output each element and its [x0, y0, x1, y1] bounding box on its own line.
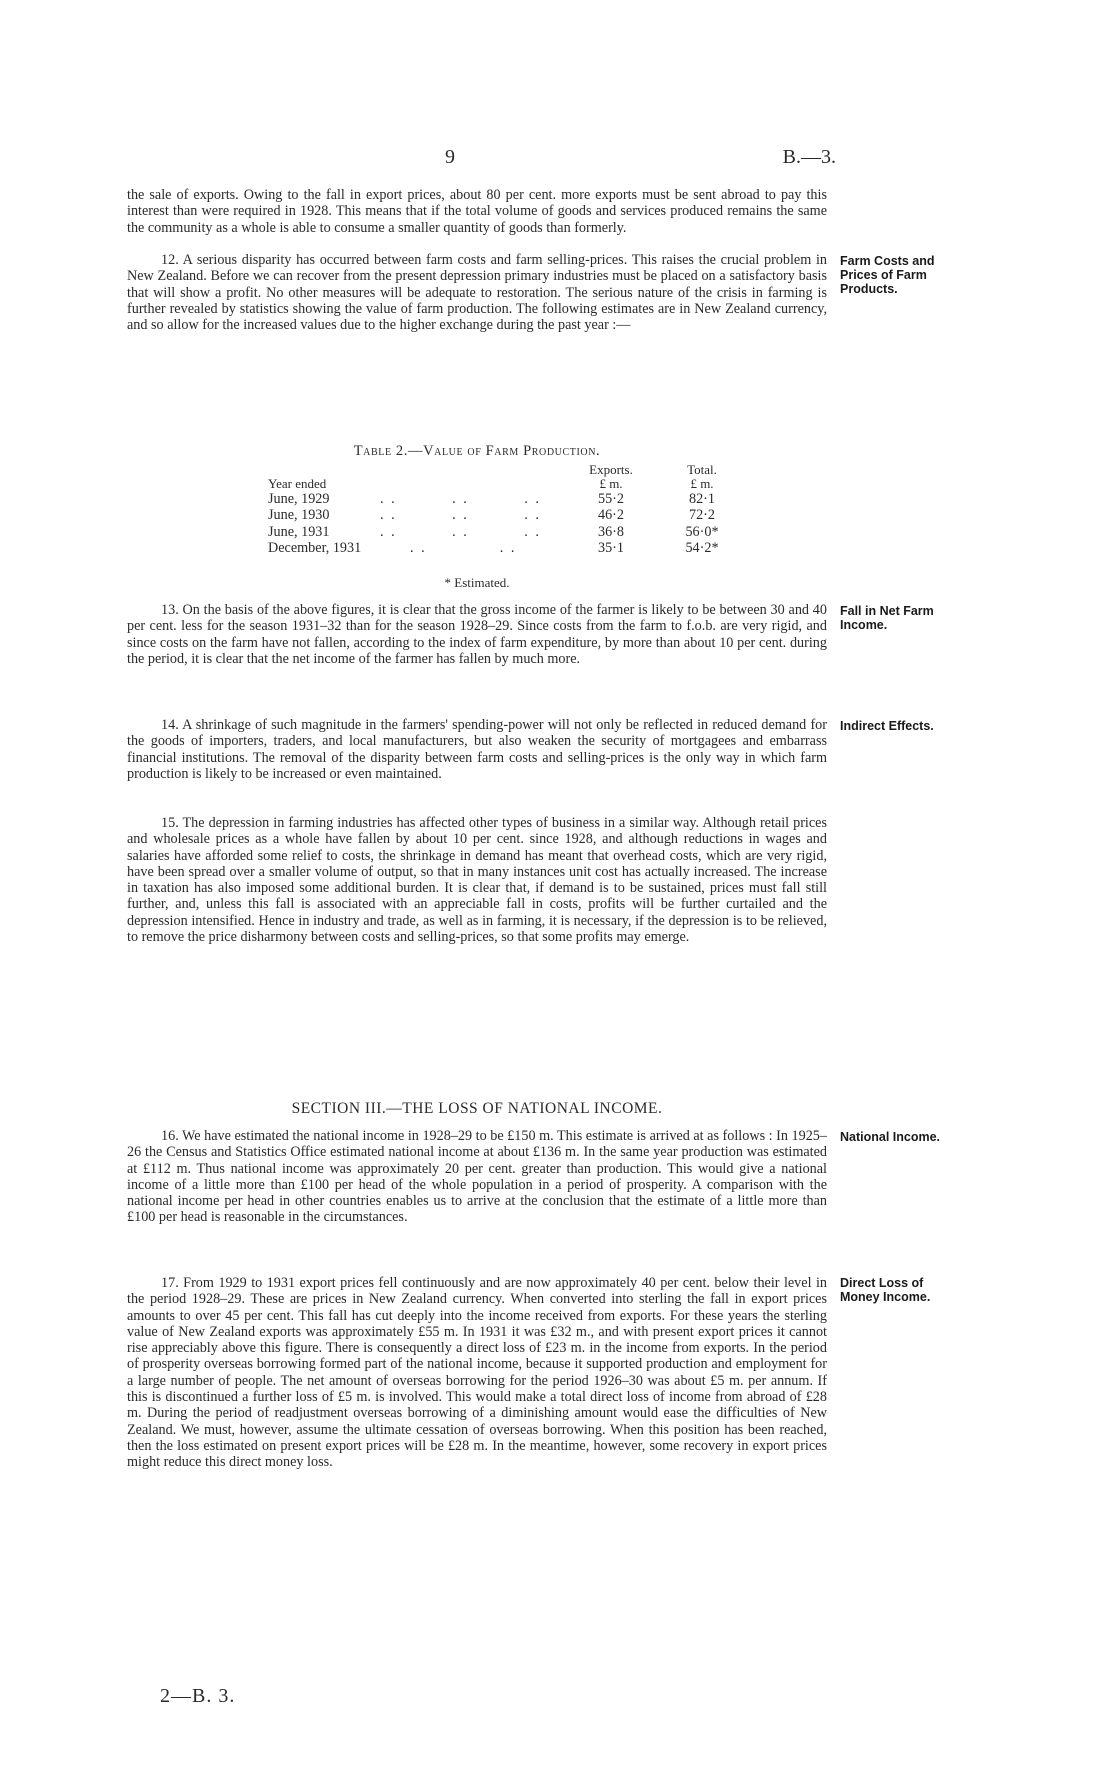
- section-heading: SECTION III.—THE LOSS OF NATIONAL INCOME.: [291, 1100, 663, 1117]
- leader-dots: . .: [499, 539, 517, 556]
- paragraph-11-continued: [127, 187, 827, 236]
- table-row: [268, 540, 742, 556]
- paragraph-17: [127, 1275, 827, 1471]
- header-exports-unit: £ m.: [599, 476, 623, 491]
- page-number: 9: [445, 146, 455, 168]
- cell-exports: 35·1: [597, 539, 624, 556]
- cell-year: June, 1930: [268, 507, 330, 524]
- paragraph-text: 16. We have estimated the national income in 1928–29 to be £150 m. This estimate is arrived at as follows : In 1925–26 the Census and Statistics Office estimated national income at about £136 m. In the same year production was estimated at £112 m. Thus national income was approximately 20 per cent. greater than production. This would give a national income of a little more than £100 per head of the whole population in a period of prosperity. A comparison with the national income per head in other countries enables us to arrive at the conclusion that the estimate of a little more than £100 per head is reasonable in the circumstances.: [127, 1128, 827, 1226]
- document-reference: B.—3.: [782, 146, 836, 168]
- paragraph-text: 12. A serious disparity has occurred between farm costs and farm selling-prices. This raises the crucial problem in New Zealand. Before we can recover from the present depression primary industries must be placed on a satisfactory basis that will show a profit. No other measures will be adequate to restoration. The serious nature of the crisis in farming is further revealed by statistics showing the value of farm production. The following estimates are in New Zealand currency, and so allow for the increased values due to the higher exchange during the past year :—: [127, 252, 827, 334]
- cell-total: 72·2: [688, 507, 715, 524]
- cell-total: 54·2*: [685, 539, 719, 556]
- header-year-label: Year ended: [268, 476, 327, 491]
- cell-leader: . . . . . .: [380, 507, 541, 524]
- cell-year: June, 1929: [268, 491, 330, 507]
- cell-exports: 36·8: [597, 523, 624, 540]
- cell-total: 56·0*: [685, 523, 719, 540]
- table-header-row: [268, 463, 742, 491]
- table-row: [268, 491, 742, 507]
- cell-year: June, 1931: [268, 523, 330, 540]
- table-footnote: * Estimated.: [444, 575, 510, 590]
- cell-exports: 46·2: [597, 507, 624, 524]
- table-row: [268, 507, 742, 523]
- paragraph-13: [127, 602, 827, 667]
- header-year: [268, 463, 380, 491]
- table-title: Table 2.—Value of Farm Production.: [353, 443, 601, 459]
- paragraph-12: [127, 252, 827, 333]
- sidenote-fall-net-farm-income: Fall in Net Farm Income.: [840, 604, 934, 632]
- farm-production-table: [268, 463, 742, 556]
- header-total-unit: £ m.: [690, 476, 714, 491]
- paragraph-text: 13. On the basis of the above figures, it is clear that the gross income of the farmer is likely to be between 30 and 40 per cent. less for the season 1931–32 than for the season 1928–29. Since costs from the farm to f.o.b. are very rigid, and since costs on the farm have not fallen, according to the index of farm expenditure, by more than about 10 per cent. during the period, it is clear that the net income of the farmer has fallen by much more.: [127, 602, 827, 667]
- cell-exports: 55·2: [597, 491, 624, 507]
- cell-leader: . . . . . .: [380, 491, 541, 507]
- paragraph-16: [127, 1128, 827, 1226]
- paragraph-text: 14. A shrinkage of such magnitude in the farmers' spending-power will not only be reflected in reduced demand for the goods of importers, traders, and local manufacturers, but also weaken the security of mortgagees and embarrass financial institutions. The removal of the disparity between farm costs and selling-prices is the only way in which farm production is likely to be increased or even maintained.: [127, 717, 827, 782]
- sidenote-farm-costs: Farm Costs and Prices of Farm Products.: [840, 254, 935, 296]
- signature-footer: 2—B. 3.: [160, 1685, 236, 1707]
- header-exports: [560, 463, 662, 491]
- sidenote-indirect-effects: Indirect Effects.: [840, 719, 934, 733]
- leader-dots: . .: [410, 539, 427, 556]
- header-total: [662, 463, 742, 491]
- cell-year: December, 1931: [268, 539, 362, 556]
- sidenote-national-income: National Income.: [840, 1130, 941, 1144]
- header-exports-label: Exports.: [589, 462, 633, 477]
- cell-total: 82·1: [688, 491, 715, 507]
- paragraph-14: [127, 717, 827, 782]
- paragraph-15: [127, 815, 827, 945]
- table-row: [268, 524, 742, 540]
- paragraph-text: the sale of exports. Owing to the fall in export prices, about 80 per cent. more exports must be sent abroad to pay this interest than were required in 1928. This means that if the total volume of goods and services produced remains the same the community as a whole is able to consume a smaller quantity of goods than formerly.: [127, 187, 827, 236]
- header-spacer: [380, 463, 560, 491]
- cell-leader: . . . . . .: [380, 523, 541, 540]
- header-total-label: Total.: [687, 462, 717, 477]
- sidenote-direct-loss: Direct Loss of Money Income.: [840, 1276, 931, 1304]
- paragraph-text: 15. The depression in farming industries has affected other types of business in a similar way. Although retail prices and wholesale prices as a whole have fallen by about 10 per cent. since 1928, and although reductions in wages and salaries have afforded some relief to costs, the shrinkage in demand has meant that overhead costs, which are very rigid, have been spread over a smaller volume of output, so that in many instances unit cost has actually increased. The increase in taxation has also imposed some additional burden. It is clear that, if demand is to be sustained, prices must fall still further, and, unless this fall is associated with an appreciable fall in costs, profits will be further curtailed and the depression intensified. Hence in industry and trade, as well as in farming, it is necessary, if the depression is to be relieved, to remove the price disharmony between costs and selling-prices, so that some profits may emerge.: [127, 815, 827, 946]
- paragraph-text: 17. From 1929 to 1931 export prices fell continuously and are now approximately 40 per cent. below their level in the period 1928–29. These are prices in New Zealand currency. When converted into sterling the fall in export prices amounts to over 45 per cent. This fall has cut deeply into the income received from exports. For these years the sterling value of New Zealand exports was approximately £55 m. In 1931 it was £32 m., and with present export prices it cannot rise appreciably above this figure. There is consequently a direct loss of £23 m. in the income from exports. In the period of prosperity overseas borrowing formed part of the national income, because it supported production and employment for a large number of people. The net amount of overseas borrowing for the period 1926–30 was about £5 m. per annum. If this is discontinued a further loss of £5 m. is involved. This would make a total direct loss of income from abroad of £28 m. During the period of readjustment overseas borrowing of a diminishing amount would ease the difficulties of New Zealand. We must, however, assume the ultimate cessation of overseas borrowing. When this position has been reached, then the loss estimated on present export prices will be £28 m. In the meantime, however, some recovery in export prices might reduce this direct money loss.: [127, 1275, 827, 1471]
- cell-leader: [380, 540, 560, 556]
